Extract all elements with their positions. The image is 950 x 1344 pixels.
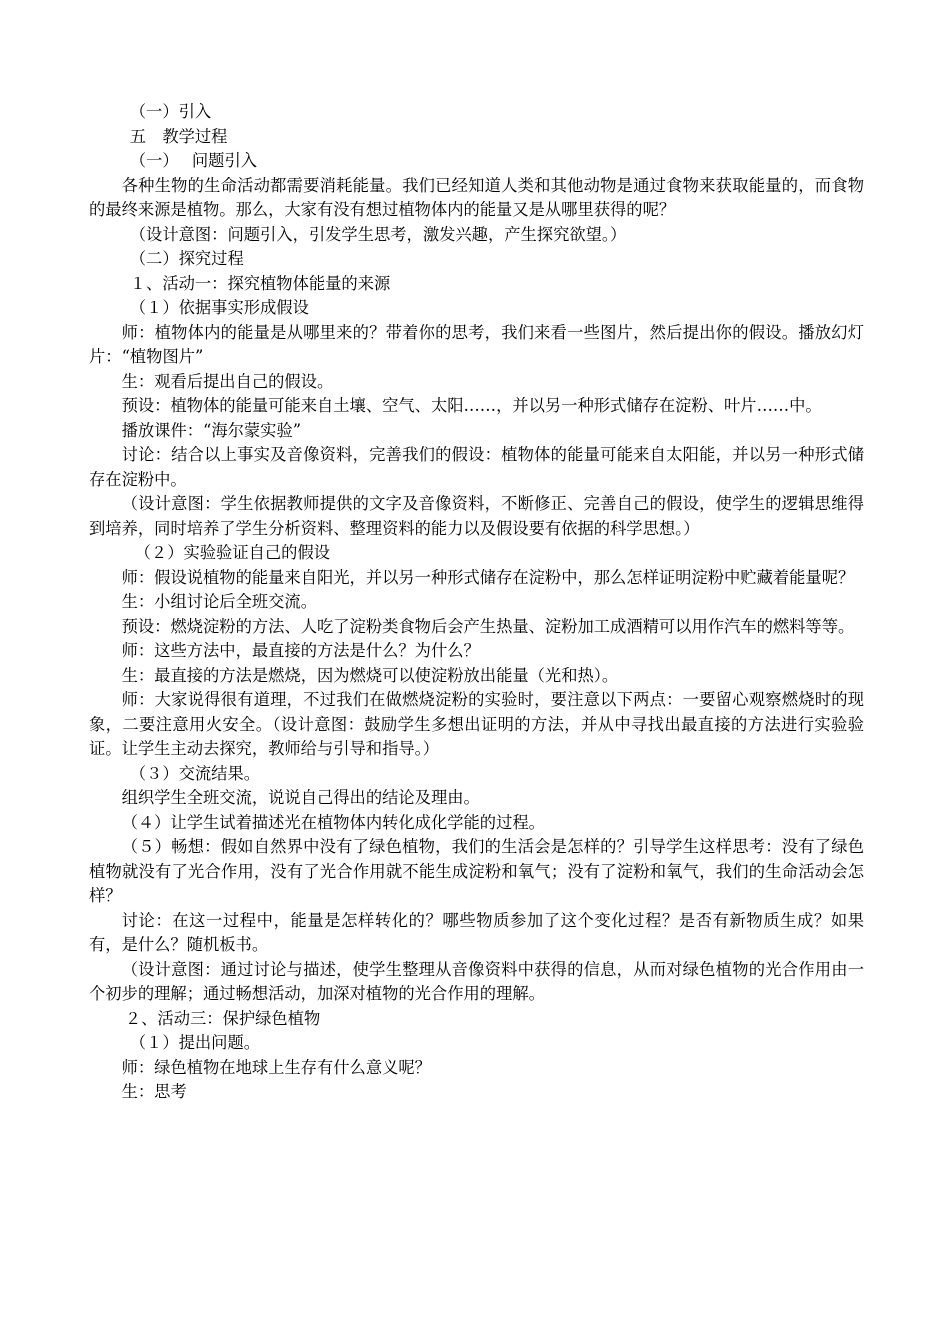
subheading-question-intro: （一） 问题引入 bbox=[129, 151, 258, 170]
section-heading-intro: （一）引入 bbox=[129, 102, 212, 121]
step-heading: （１）依据事实形成假设 bbox=[129, 298, 309, 317]
paragraph: 讨论：在这一过程中，能量是怎样转化的？哪些物质参加了这个变化过程？是否有新物质生成？如果有，是什么？随机板书。 bbox=[89, 910, 864, 954]
step-heading: （３）交流结果。 bbox=[129, 763, 261, 783]
activity-heading: １、活动一：探究植物体能量的来源 bbox=[129, 273, 391, 293]
paragraph: 生：小组讨论后全班交流。 bbox=[121, 592, 317, 611]
paragraph: 组织学生全班交流，说说自己得出的结论及理由。 bbox=[121, 788, 480, 807]
paragraph: 师：大家说得很有道理，不过我们在做燃烧淀粉的实验时，要注意以下两点：一要留心观察燃烧时的现象，二要注意用火安全。（设计意图：鼓励学生多想出证明的方法，并从中寻找出最直接的方法进行实验验证。让学生主动去探究，教师给与引导和指导。） bbox=[89, 690, 864, 758]
subheading-inquiry-process: （二）探究过程 bbox=[129, 249, 244, 268]
paragraph: 各种生物的生命活动都需要消耗能量。我们已经知道人类和其他动物是通过食物来获取能量的，而食物的最终来源是植物。那么，大家有没有想过植物体内的能量又是从哪里获得的呢？ bbox=[89, 175, 864, 219]
design-intent: （设计意图：问题引入，引发学生思考，激发兴趣，产生探究欲望。） bbox=[129, 224, 627, 244]
design-intent: （设计意图：通过讨论与描述，使学生整理从音像资料中获得的信息，从而对绿色植物的光合作用由一个初步的理解；通过畅想活动，加深对植物的光合作用的理解。 bbox=[89, 959, 864, 1003]
paragraph: 师：绿色植物在地球上生存有什么意义呢？ bbox=[121, 1057, 431, 1077]
document-body bbox=[89, 100, 864, 1105]
section-heading-teaching-process: 五 教学过程 bbox=[129, 126, 228, 146]
paragraph: 预设：植物体的能量可能来自土壤、空气、太阳……，并以另一种形式储存在淀粉、叶片……中。 bbox=[121, 396, 822, 415]
paragraph: （４）让学生试着描述光在植物体内转化成化学能的过程。 bbox=[121, 812, 545, 832]
paragraph: 师：假设说植物的能量来自阳光，并以另一种形式储存在淀粉中，那么怎样证明淀粉中贮藏着能量呢？ bbox=[121, 567, 855, 587]
paragraph: 生：观看后提出自己的假设。 bbox=[121, 371, 334, 391]
step-heading: （１）提出问题。 bbox=[129, 1033, 261, 1052]
paragraph: （５）畅想：假如自然界中没有了绿色植物，我们的生活会是怎样的？引导学生这样思考：没有了绿色植物就没有了光合作用，没有了光合作用就不能生成淀粉和氧气；没有了淀粉和氧气，我们的生命活动会怎样？ bbox=[89, 837, 864, 905]
step-heading: （２）实验验证自己的假设 bbox=[134, 543, 331, 562]
paragraph: 师：这些方法中，最直接的方法是什么？为什么？ bbox=[121, 641, 480, 660]
paragraph: 生：思考 bbox=[121, 1082, 187, 1101]
paragraph: 播放课件：“海尔蒙实验” bbox=[121, 420, 302, 440]
paragraph: 师：植物体内的能量是从哪里来的？带着你的思考，我们来看一些图片，然后提出你的假设。播放幻灯片：“植物图片” bbox=[89, 322, 864, 366]
paragraph: 生：最直接的方法是燃烧，因为燃烧可以使淀粉放出能量（光和热）。 bbox=[121, 665, 619, 685]
activity-heading: ２、活动三：保护绿色植物 bbox=[124, 1008, 321, 1028]
paragraph: 预设：燃烧淀粉的方法、人吃了淀粉类食物后会产生热量、淀粉加工成酒精可以用作汽车的燃料等等。 bbox=[121, 616, 855, 636]
design-intent: （设计意图：学生依据教师提供的文字及音像资料，不断修正、完善自己的假设，使学生的逻辑思维得到培养，同时培养了学生分析资料、整理资料的能力以及假设要有依据的科学思想。） bbox=[89, 494, 864, 538]
paragraph: 讨论：结合以上事实及音像资料，完善我们的假设：植物体的能量可能来自太阳能，并以另一种形式储存在淀粉中。 bbox=[89, 445, 864, 489]
